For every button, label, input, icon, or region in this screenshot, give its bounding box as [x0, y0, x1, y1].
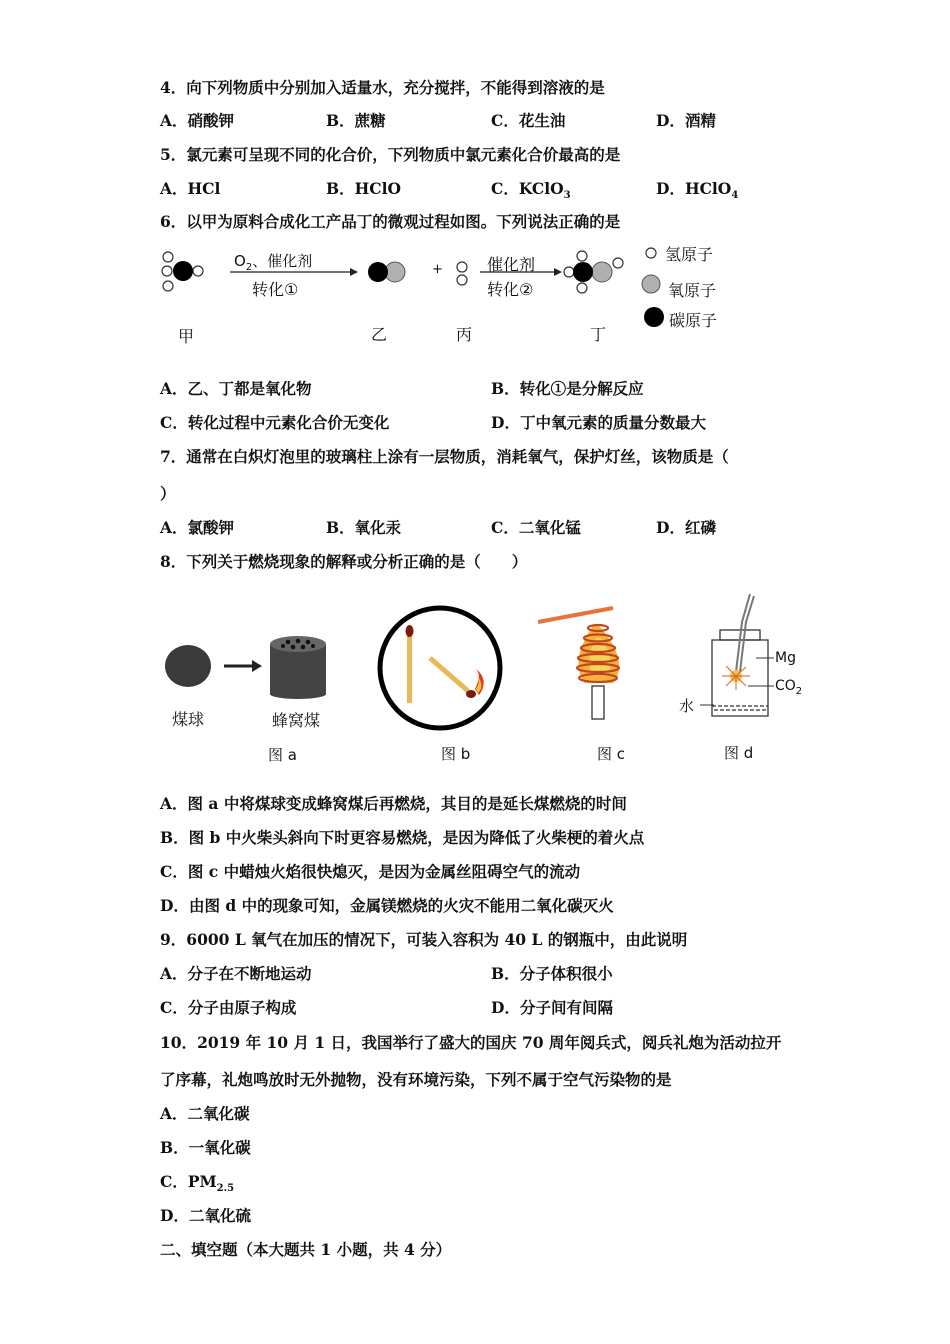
candle-icon — [592, 686, 604, 719]
q6-option-c[interactable]: C．转化过程中元素化合价无变化 — [160, 413, 390, 432]
caption-d: 图 d — [724, 744, 754, 762]
step2-bottom: 转化② — [487, 280, 534, 299]
q7-option-d[interactable]: D．红磷 — [656, 518, 716, 537]
q10-option-a[interactable]: A．二氧化碳 — [160, 1104, 250, 1123]
tongs-icon — [736, 594, 754, 672]
q5-option-c[interactable] — [491, 179, 571, 206]
honeycomb-coal-icon — [270, 636, 326, 699]
molecule-bing — [457, 262, 467, 285]
q9-option-c[interactable]: C．分子由原子构成 — [160, 998, 297, 1017]
label-water: 水 — [679, 697, 695, 715]
q4-option-d[interactable]: D．酒精 — [656, 111, 716, 130]
step1-top-sub: 2 — [245, 262, 253, 273]
q8-option-b[interactable]: B．图 b 中火柴头斜向下时更容易燃烧，是因为降低了火柴梗的着火点 — [160, 828, 645, 847]
diagram-plus: + — [432, 262, 443, 277]
label-co2-sub: 2 — [795, 685, 803, 697]
label-coal-ball: 煤球 — [172, 710, 205, 729]
step1-bottom: 转化① — [252, 280, 299, 299]
wire-handle-icon — [538, 608, 613, 622]
q6-option-a[interactable]: A．乙、丁都是氧化物 — [160, 379, 312, 398]
legend-oxygen-label: 氧原子 — [668, 281, 717, 300]
q8-option-c[interactable]: C．图 c 中蜡烛火焰很快熄灭，是因为金属丝阻碍空气的流动 — [160, 862, 581, 881]
molecule-ding — [564, 251, 623, 293]
coal-ball-icon — [165, 645, 211, 687]
molecule-jia — [162, 252, 203, 291]
q8-stem: 8．下列关于燃烧现象的解释或分析正确的是（ ） — [160, 552, 528, 571]
q5-option-c-sub: 3 — [563, 190, 571, 202]
q5-option-c-text: C．KClO — [491, 179, 564, 198]
section-2-heading: 二、填空题（本大题共 1 小题，共 4 分） — [160, 1240, 452, 1259]
q6-stem: 6．以甲为原料合成化工产品丁的微观过程如图。下列说法正确的是 — [160, 212, 621, 231]
label-jia: 甲 — [178, 327, 195, 346]
q5-option-b[interactable]: B．HClO — [326, 179, 401, 198]
caption-a: 图 a — [268, 746, 297, 764]
molecule-yi — [368, 262, 405, 282]
q5-option-d-text: D．HClO — [656, 179, 732, 198]
legend-hydrogen-icon — [646, 248, 656, 258]
q10-stem-line1: 10．2019 年 10 月 1 日，我国举行了盛大的国庆 70 周年阅兵式，阅兵礼炮为活动拉开 — [160, 1033, 782, 1052]
step1-top-rest: 、催化剂 — [252, 252, 313, 270]
q7-option-c[interactable]: C．二氧化锰 — [491, 518, 581, 537]
legend-oxygen-icon — [642, 275, 660, 293]
label-co2 — [775, 678, 802, 697]
caption-c: 图 c — [597, 745, 626, 763]
q9-stem: 9．6000 L 氧气在加压的情况下，可装入容积为 40 L 的钢瓶中，由此说明 — [160, 930, 688, 949]
q4-option-a[interactable]: A．硝酸钾 — [160, 111, 235, 130]
label-mg: Mg — [775, 650, 796, 666]
label-bing: 丙 — [456, 325, 473, 344]
q5-option-d[interactable] — [656, 179, 738, 206]
legend-carbon-icon — [644, 307, 664, 327]
caption-b: 图 b — [441, 745, 471, 763]
q5-stem: 5．氯元素可呈现不同的化合价，下列物质中氯元素化合价最高的是 — [160, 145, 621, 164]
legend-carbon-label: 碳原子 — [669, 311, 718, 330]
label-yi: 乙 — [371, 325, 388, 344]
q9-option-b[interactable]: B．分子体积很小 — [491, 964, 613, 983]
q4-stem: 4．向下列物质中分别加入适量水，充分搅拌，不能得到溶液的是 — [160, 78, 605, 97]
q10-stem-line2: 了序幕，礼炮鸣放时无外抛物，没有环境污染，下列不属于空气污染物的是 — [160, 1070, 672, 1089]
q4-option-c[interactable]: C．花生油 — [491, 111, 566, 130]
q7-stem-cont: ） — [160, 484, 176, 503]
q5-option-d-sub: 4 — [731, 190, 739, 202]
label-co2-text: CO — [775, 678, 796, 694]
q7-stem: 7．通常在白炽灯泡里的玻璃柱上涂有一层物质，消耗氧气，保护灯丝，该物质是（ — [160, 447, 729, 466]
q6-option-d[interactable]: D．丁中氧元素的质量分数最大 — [491, 413, 706, 432]
q9-option-a[interactable]: A．分子在不断地运动 — [160, 964, 312, 983]
q7-option-a[interactable]: A．氯酸钾 — [160, 518, 235, 537]
q10-option-c-sub: 2.5 — [216, 1183, 235, 1195]
figure-c — [533, 598, 643, 738]
label-ding: 丁 — [590, 325, 607, 344]
step1-top — [234, 250, 312, 273]
q4-option-b[interactable]: B．蔗糖 — [326, 111, 386, 130]
step2-top: 催化剂 — [487, 255, 536, 274]
q10-option-b[interactable]: B．一氧化碳 — [160, 1138, 251, 1157]
q10-option-c[interactable] — [160, 1172, 234, 1199]
q8-option-d[interactable]: D．由图 d 中的现象可知，金属镁燃烧的火灾不能用二氧化碳灭火 — [160, 896, 614, 915]
q10-option-d[interactable]: D．二氧化硫 — [160, 1206, 251, 1225]
q9-option-d[interactable]: D．分子间有间隔 — [491, 998, 613, 1017]
q7-option-b[interactable]: B．氧化汞 — [326, 518, 402, 537]
q6-option-b[interactable]: B．转化①是分解反应 — [491, 379, 644, 398]
q5-option-a[interactable]: A．HCl — [160, 179, 221, 198]
label-honeycomb-coal: 蜂窝煤 — [272, 711, 321, 730]
figure-b — [375, 603, 505, 733]
legend-hydrogen-label: 氢原子 — [665, 245, 714, 264]
q8-option-a[interactable]: A．图 a 中将煤球变成蜂窝煤后再燃烧，其目的是延长煤燃烧的时间 — [160, 794, 627, 813]
step1-top-o: O — [234, 252, 246, 270]
q10-option-c-text: C．PM — [160, 1172, 217, 1191]
